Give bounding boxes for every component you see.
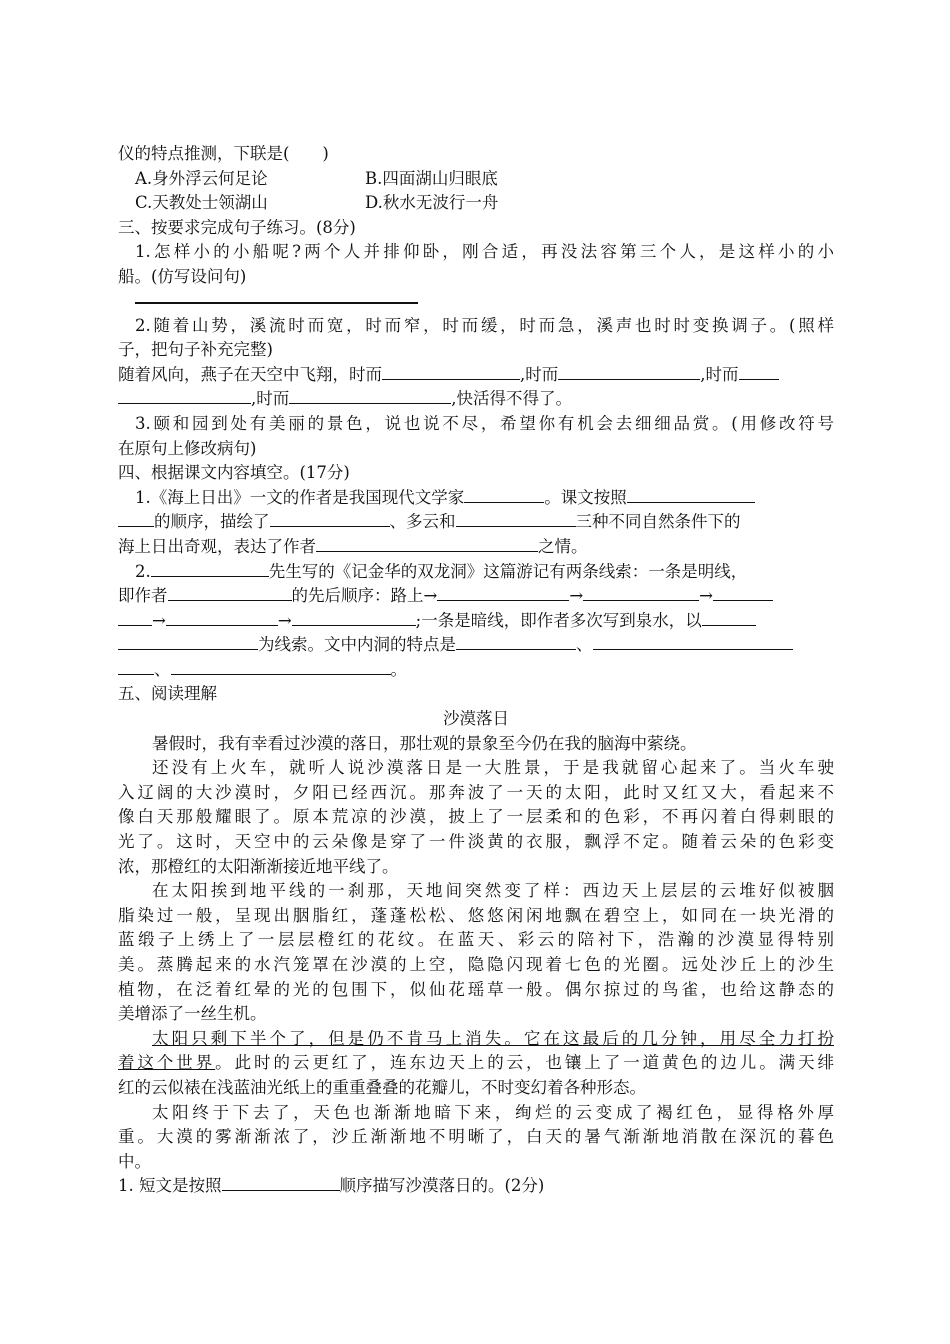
arrow-text: →	[277, 610, 292, 630]
passage-line: 太阳终于下去了，天色也渐渐地暗下来，绚烂的云变成了褐红色，显得格外厚	[152, 1102, 834, 1122]
fill-text: 、	[154, 659, 171, 679]
fill-blank[interactable]	[289, 388, 451, 404]
fill-text: 的先后顺序：路上→	[291, 586, 438, 606]
option-row	[118, 191, 834, 216]
passage-line: 暑假时，我有幸看过沙漠的落日，那壮观的景象至今仍在我的脑海中萦绕。	[152, 733, 697, 753]
fill-blank[interactable]	[558, 364, 700, 380]
passage-line: 在太阳挨到地平线的一刹那，天地间突然变了样：西边天上层层的云堆好似被胭	[152, 881, 834, 901]
fill-text: 。课文按照	[544, 487, 627, 507]
s4-q2-line	[118, 560, 834, 585]
question-stem-tail: 仪的特点推测，下联是( )	[118, 144, 329, 163]
fill-blank[interactable]	[168, 585, 292, 601]
fill-text: 1. 短文是按照	[118, 1176, 222, 1196]
s3-q1-line: 1.怎样小的小船呢?两个人并排仰卧，刚合适，再没法容第三个人，是这样小的小	[135, 242, 834, 262]
fill-blank[interactable]	[713, 585, 773, 601]
fill-text: 即作者	[118, 586, 168, 606]
s4-q1-line	[118, 486, 834, 511]
s3-q1-line: 船。(仿写设问句)	[118, 266, 247, 286]
fill-blank[interactable]	[316, 536, 538, 552]
fill-text: 随着风向，燕子在天空中飞翔，时而	[118, 364, 382, 384]
section-4-heading: 四、根据课文内容填空。(17分)	[118, 463, 350, 483]
fill-blank[interactable]	[739, 364, 779, 380]
fill-text: ,快活得不得了。	[451, 389, 572, 409]
underlined-sentence: 着这个世界	[118, 1053, 216, 1073]
option-c: C.天教处士领湖山	[135, 193, 268, 213]
s4-q2-line	[118, 633, 834, 658]
s3-q2-line: 2.随着山势，溪流时而宽，时而窄，时而缓，时而急，溪声也时时变换调子。(照样	[135, 315, 834, 335]
passage-line: 红的云似裱在浅蓝油光纸上的重重叠叠的花瓣儿，不时变幻着各种形态。	[118, 1077, 646, 1097]
underlined-sentence: 太阳只剩下半个了，但是仍不肯马上消失。它在这最后的几分钟，用尽全力打扮	[152, 1028, 834, 1048]
passage-line: 重。大漠的雾渐渐浓了，沙丘渐渐地不明晰了，白天的暑气渐渐地消散在深沉的暮色	[118, 1127, 834, 1147]
s4-q1-line	[118, 535, 834, 560]
option-row	[118, 167, 834, 192]
fill-blank[interactable]	[464, 487, 544, 503]
fill-text: ,时而	[251, 389, 290, 409]
document-page	[118, 142, 834, 1199]
passage-line: 光了。这时，天空中的云朵像是穿了一件淡黄的衣服，飘浮不定。随着云朵的色彩变	[118, 832, 834, 852]
arrow-text: →	[152, 610, 166, 630]
arrow-text: →	[569, 586, 584, 606]
fill-blank[interactable]	[702, 610, 756, 626]
passage-line: 入辽阔的大沙漠时，夕阳已经西沉。那奔波了一天的太阳，此时又红又大，看起来不	[118, 782, 834, 802]
fill-blank[interactable]	[593, 634, 793, 650]
fill-blank[interactable]	[171, 659, 391, 675]
fill-blank[interactable]	[118, 610, 152, 626]
fill-text: ;一条是暗线，即作者多次写到泉水，以	[415, 610, 702, 630]
s5-q1-line	[118, 1174, 834, 1199]
fill-blank[interactable]	[292, 610, 416, 626]
s3-q3-line: 3.颐和园到处有美丽的景色，说也说不尽，希望你有机会去细细品赏。(用修改符号	[135, 413, 834, 433]
s3-q2-line: 子，把句子补充完整)	[118, 340, 273, 360]
fill-text: 三种不同自然条件下的	[575, 512, 741, 532]
fill-text: 2.	[135, 561, 151, 581]
section-3-heading: 三、按要求完成句子练习。(8分)	[118, 217, 356, 237]
passage-line: 浓，那橙红的太阳渐渐接近地平线了。	[118, 856, 399, 876]
s3-q3-line: 在原句上修改病句)	[118, 438, 257, 458]
fill-blank[interactable]	[456, 634, 576, 650]
fill-blank[interactable]	[222, 1175, 340, 1191]
passage-title: 沙漠落日	[443, 709, 509, 729]
s4-q2-line	[118, 584, 834, 609]
fill-blank[interactable]	[456, 511, 576, 527]
option-a: A.身外浮云何足论	[135, 168, 268, 188]
passage-line: 着这个世界。此时的云更红了，连东边天上的云，也镶上了一道黄色的边儿。满天绯	[118, 1053, 834, 1073]
fill-text: 顺序描写沙漠落日的。(2分)	[339, 1176, 545, 1196]
fill-blank[interactable]	[118, 388, 251, 404]
s4-q2-line	[118, 658, 834, 683]
section-5-heading: 五、阅读理解	[118, 684, 217, 704]
passage-text: 此时的云更红了，连东边天上的云，也镶上了一道黄色的边儿。满天绯	[234, 1053, 834, 1073]
fill-blank[interactable]	[583, 585, 699, 601]
fill-text: 。	[390, 659, 407, 679]
option-d: D.秋水无波行一舟	[365, 193, 499, 213]
passage-line: 脂染过一般，呈现出胭脂红，蓬蓬松松、悠悠闲闲地飘在碧空上，如同在一块光滑的	[118, 905, 834, 925]
fill-blank[interactable]	[437, 585, 569, 601]
answer-line[interactable]	[135, 294, 418, 304]
fill-text: 、多云和	[389, 512, 456, 532]
fill-text: 海上日出奇观，表达了作者	[118, 536, 316, 556]
fill-text: 之情。	[538, 536, 588, 556]
arrow-text: →	[699, 586, 713, 606]
fill-blank[interactable]	[382, 364, 520, 380]
passage-line: 美。蒸腾起来的水汽笼罩在沙漠的上空，隐隐闪现着七色的光圈。远处沙丘上的沙生	[118, 955, 834, 974]
fill-text: 、	[576, 635, 593, 655]
fill-blank[interactable]	[118, 634, 258, 650]
fill-blank[interactable]	[118, 511, 154, 527]
passage-line: 蓝缎子上绣上了一层层橙红的花纹。在蓝天、彩云的陪衬下，浩瀚的沙漠显得特别	[118, 930, 834, 950]
fill-text: ,时而	[700, 364, 739, 384]
passage-line: 还没有上火车，就听人说沙漠落日是一大胜景，于是我就留心起来了。当火车驶	[152, 758, 834, 778]
s4-q1-line	[118, 510, 834, 535]
fill-blank[interactable]	[118, 659, 154, 675]
fill-text: 先生写的《记金华的双龙洞》这篇游记有两条线索：一条是明线，	[268, 561, 748, 581]
passage-line: 中。	[118, 1151, 151, 1171]
fill-blank[interactable]	[270, 511, 390, 527]
passage-line: 像白天那般耀眼了。原本荒凉的沙漠，披上了一层柔和的色彩，不再闪着白得刺眼的	[118, 807, 834, 827]
passage-line: 植物，在泛着红晕的光的包围下，似仙花瑶草一般。偶尔掠过的鸟雀，也给这静态的	[118, 979, 834, 999]
fill-text: 1.《海上日出》一文的作者是我国现代文学家	[135, 487, 465, 507]
s3-q2-fill-line	[118, 387, 834, 412]
fill-text: 为线索。文中内洞的特点是	[258, 635, 456, 655]
fill-blank[interactable]	[627, 487, 755, 503]
fill-text: 的顺序，描绘了	[154, 512, 270, 532]
s4-q2-line	[118, 609, 834, 634]
s3-q2-fill-line	[118, 363, 834, 388]
option-b: B.四面湖山归眼底	[365, 168, 498, 188]
fill-blank[interactable]	[151, 561, 269, 577]
fill-blank[interactable]	[166, 610, 278, 626]
passage-line: 美增添了一丝生机。	[118, 1004, 267, 1024]
passage-line	[118, 1027, 834, 1052]
fill-text: ,时而	[520, 364, 559, 384]
